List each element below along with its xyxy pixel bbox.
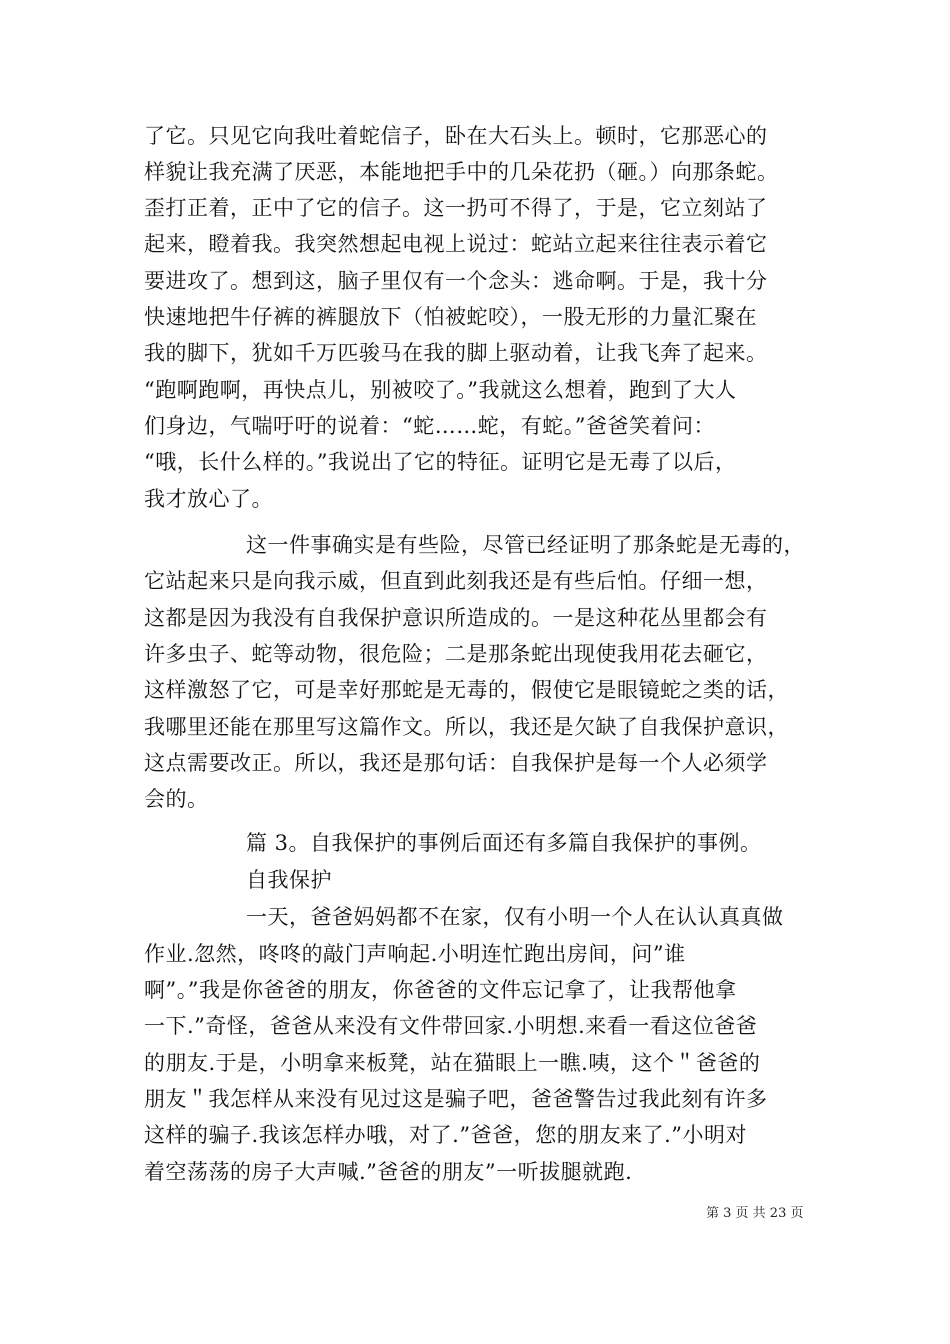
text-line: “哦，长什么样的。”我说出了它的特征。证明它是无毒了以后， [144,450,737,474]
text-line: 它站起来只是向我示威，但直到此刻我还是有些后怕。仔细一想， [144,569,768,593]
text-line: 了它。只见它向我吐着蛇信子，卧在大石头上。顿时，它那恶心的 [144,124,768,148]
text-line: 这样的骗子.我该怎样办哦，对了.”爸爸，您的朋友来了.”小明对 [144,1123,747,1147]
text-line: 这样激怒了它，可是幸好那蛇是无毒的，假使它是眼镜蛇之类的话， [144,678,789,702]
text-line: 们身边，气喘吁吁的说着：“蛇……蛇，有蛇。”爸爸笑着问： [144,414,715,438]
page-footer: 第 3 页 共 23 页 [706,1206,804,1221]
text-line: 作业.忽然，咚咚的敲门声响起.小明连忙跑出房间，问”谁 [144,942,686,966]
text-line: 啊”。”我是你爸爸的朋友，你爸爸的文件忘记拿了，让我帮他拿 [144,978,737,1002]
text-line: 这点需要改正。所以，我还是那句话：自我保护是每一个人必须学 [144,751,768,775]
text-line: 的朋友.于是，小明拿来板凳，站在猫眼上一瞧.咦，这个＂爸爸的 [144,1051,761,1075]
text-line: 要进攻了。想到这，脑子里仅有一个念头：逃命啊。于是，我十分 [144,269,768,293]
text-line: 我的脚下，犹如千万匹骏马在我的脚上驱动着，让我飞奔了起来。 [144,341,768,365]
text-line: 一下.”奇怪，爸爸从来没有文件带回家.小明想.来看一看这位爸爸 [144,1014,758,1038]
section-heading: 自我保护 [246,868,332,892]
text-line: 着空荡荡的房子大声喊.”爸爸的朋友”一听拔腿就跑. [144,1160,633,1184]
text-line: 朋友＂我怎样从来没有见过这是骗子吧，爸爸警告过我此刻有许多 [144,1087,768,1111]
text-line: 歪打正着，正中了它的信子。这一扔可不得了，于是，它立刻站了 [144,196,768,220]
text-line: 起来，瞪着我。我突然想起电视上说过：蛇站立起来往往表示着它 [144,232,768,256]
text-line: 篇 3。自我保护的事例后面还有多篇自我保护的事例。 [246,831,762,855]
text-line: 这一件事确实是有些险，尽管已经证明了那条蛇是无毒的， [246,533,805,557]
text-line: 我哪里还能在那里写这篇作文。所以，我还是欠缺了自我保护意识， [144,715,789,739]
text-line: 我才放心了。 [144,487,273,511]
text-line: 快速地把牛仔裤的裤腿放下（怕被蛇咬），一股无形的力量汇聚在 [144,305,757,329]
text-line: “跑啊跑啊，再快点儿，别被咬了。”我就这么想着，跑到了大人 [144,378,737,402]
text-line: 样貌让我充满了厌恶，本能地把手中的几朵花扔（砸。）向那条蛇。 [144,160,779,184]
text-line: 会的。 [144,787,209,811]
text-line: 这都是因为我没有自我保护意识所造成的。一是这种花丛里都会有 [144,606,768,630]
text-line: 许多虫子、蛇等动物，很危险；二是那条蛇出现使我用花去砸它， [144,642,768,666]
text-line: 一天，爸爸妈妈都不在家，仅有小明一个人在认认真真做 [246,905,784,929]
